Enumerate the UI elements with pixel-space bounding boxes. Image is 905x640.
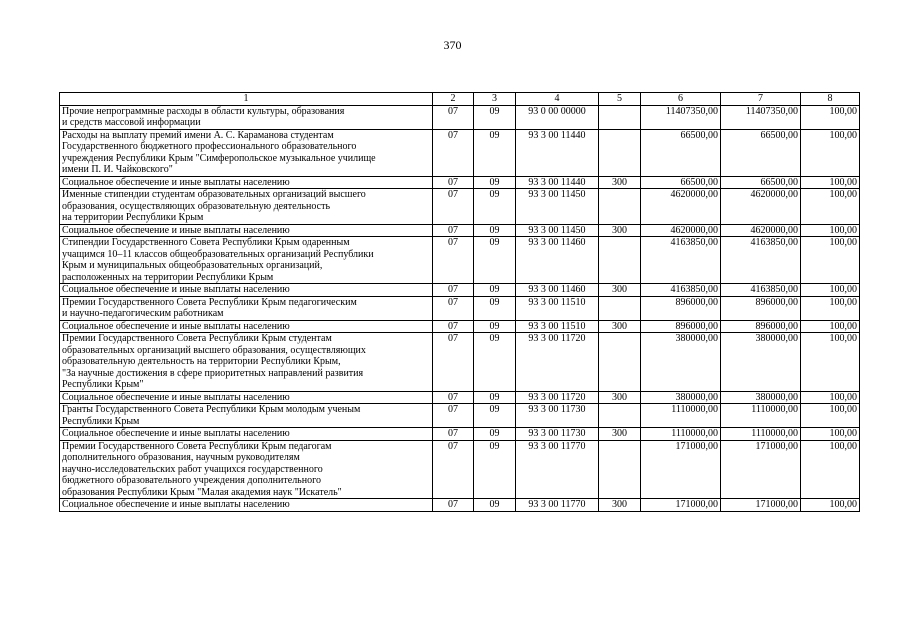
section-code-cell: 07 [433,129,474,176]
amount-cell: 896000,00 [641,320,721,333]
percent-cell: 100,00 [801,176,860,189]
subsection-code-cell: 09 [474,129,516,176]
expense-type-cell [599,237,641,284]
percent-cell: 100,00 [801,391,860,404]
section-code-cell: 07 [433,440,474,499]
expense-name-cell: Премии Государственного Совета Республики Крым студентам образовательных организаций высшего образования, осуществляющих образовательную деятельность на территории Республики Крым, "За научные достижения в сфере приоритетных направлений развития Республики Крым" [60,333,433,392]
executed-amount-cell: 171000,00 [721,499,801,512]
amount-cell: 4620000,00 [641,224,721,237]
subsection-code-cell: 09 [474,428,516,441]
section-code-cell: 07 [433,404,474,428]
target-article-cell: 93 3 00 11510 [516,296,599,320]
section-code-cell: 07 [433,189,474,225]
header-cell: 3 [474,93,516,106]
subsection-code-cell: 09 [474,176,516,189]
executed-amount-cell: 4163850,00 [721,284,801,297]
target-article-cell: 93 3 00 11440 [516,129,599,176]
subsection-code-cell: 09 [474,284,516,297]
executed-amount-cell: 4163850,00 [721,237,801,284]
percent-cell: 100,00 [801,224,860,237]
amount-cell: 66500,00 [641,129,721,176]
subsection-code-cell: 09 [474,296,516,320]
table-row [60,391,860,404]
expense-name-cell: Именные стипендии студентам образовательных организаций высшего образования, осуществляющих образовательную деятельность на территории Республики Крым [60,189,433,225]
target-article-cell: 93 3 00 11510 [516,320,599,333]
percent-cell: 100,00 [801,320,860,333]
executed-amount-cell: 4620000,00 [721,224,801,237]
section-code-cell: 07 [433,296,474,320]
executed-amount-cell: 380000,00 [721,391,801,404]
amount-cell: 4163850,00 [641,284,721,297]
header-cell: 5 [599,93,641,106]
executed-amount-cell: 171000,00 [721,440,801,499]
header-cell: 8 [801,93,860,106]
table-row [60,129,860,176]
target-article-cell: 93 3 00 11440 [516,176,599,189]
percent-cell: 100,00 [801,428,860,441]
target-article-cell: 93 3 00 11720 [516,391,599,404]
table-row [60,284,860,297]
expense-type-cell [599,440,641,499]
subsection-code-cell: 09 [474,224,516,237]
table-row [60,224,860,237]
expense-type-cell [599,404,641,428]
amount-cell: 171000,00 [641,440,721,499]
table-row [60,237,860,284]
expense-name-cell: Социальное обеспечение и иные выплаты населению [60,320,433,333]
expense-type-cell: 300 [599,428,641,441]
expense-name-cell: Социальное обеспечение и иные выплаты населению [60,499,433,512]
section-code-cell: 07 [433,333,474,392]
target-article-cell: 93 0 00 00000 [516,105,599,129]
section-code-cell: 07 [433,224,474,237]
table-row [60,499,860,512]
expense-name-cell: Прочие непрограммные расходы в области культуры, образования и средств массовой информации [60,105,433,129]
expense-name-cell: Премии Государственного Совета Республики Крым педагогическим и научно-педагогическим работникам [60,296,433,320]
percent-cell: 100,00 [801,237,860,284]
executed-amount-cell: 4620000,00 [721,189,801,225]
expense-name-cell: Стипендии Государственного Совета Республики Крым одаренным учащимся 10–11 классов общеобразовательных организаций Республики Крым и муниципальных общеобразовательных организаций, расположенных на территории Республики Крым [60,237,433,284]
expense-type-cell [599,333,641,392]
expense-type-cell: 300 [599,320,641,333]
target-article-cell: 93 3 00 11770 [516,440,599,499]
target-article-cell: 93 3 00 11730 [516,404,599,428]
executed-amount-cell: 1110000,00 [721,404,801,428]
header-cell: 1 [60,93,433,106]
section-code-cell: 07 [433,237,474,284]
table-row [60,176,860,189]
target-article-cell: 93 3 00 11460 [516,284,599,297]
expense-type-cell: 300 [599,499,641,512]
expense-name-cell: Социальное обеспечение и иные выплаты населению [60,224,433,237]
expense-name-cell: Расходы на выплату премий имени А. С. Караманова студентам Государственного бюджетного профессионального образовательного учреждения Республики Крым "Симферопольское музыкальное училище имени П. И. Чайковского" [60,129,433,176]
expense-type-cell: 300 [599,176,641,189]
percent-cell: 100,00 [801,440,860,499]
expense-type-cell [599,189,641,225]
target-article-cell: 93 3 00 11450 [516,189,599,225]
table-row [60,320,860,333]
amount-cell: 4620000,00 [641,189,721,225]
expense-name-cell: Социальное обеспечение и иные выплаты населению [60,391,433,404]
percent-cell: 100,00 [801,189,860,225]
section-code-cell: 07 [433,176,474,189]
expense-type-cell: 300 [599,391,641,404]
target-article-cell: 93 3 00 11450 [516,224,599,237]
subsection-code-cell: 09 [474,440,516,499]
percent-cell: 100,00 [801,284,860,297]
expense-type-cell [599,105,641,129]
executed-amount-cell: 896000,00 [721,320,801,333]
amount-cell: 1110000,00 [641,428,721,441]
executed-amount-cell: 896000,00 [721,296,801,320]
section-code-cell: 07 [433,105,474,129]
header-cell: 4 [516,93,599,106]
amount-cell: 171000,00 [641,499,721,512]
table-row [60,105,860,129]
expense-name-cell: Социальное обеспечение и иные выплаты населению [60,428,433,441]
header-cell: 2 [433,93,474,106]
executed-amount-cell: 66500,00 [721,129,801,176]
subsection-code-cell: 09 [474,391,516,404]
section-code-cell: 07 [433,320,474,333]
section-code-cell: 07 [433,284,474,297]
budget-table [59,92,860,512]
expense-name-cell: Социальное обеспечение и иные выплаты населению [60,284,433,297]
executed-amount-cell: 11407350,00 [721,105,801,129]
table-row [60,428,860,441]
table-row [60,440,860,499]
subsection-code-cell: 09 [474,320,516,333]
table-header-row [60,93,860,106]
target-article-cell: 93 3 00 11460 [516,237,599,284]
section-code-cell: 07 [433,428,474,441]
header-cell: 6 [641,93,721,106]
section-code-cell: 07 [433,499,474,512]
subsection-code-cell: 09 [474,237,516,284]
executed-amount-cell: 66500,00 [721,176,801,189]
expense-type-cell [599,296,641,320]
amount-cell: 11407350,00 [641,105,721,129]
amount-cell: 380000,00 [641,333,721,392]
subsection-code-cell: 09 [474,333,516,392]
percent-cell: 100,00 [801,499,860,512]
expense-type-cell: 300 [599,224,641,237]
target-article-cell: 93 3 00 11770 [516,499,599,512]
percent-cell: 100,00 [801,105,860,129]
amount-cell: 4163850,00 [641,237,721,284]
amount-cell: 66500,00 [641,176,721,189]
table-row [60,189,860,225]
subsection-code-cell: 09 [474,105,516,129]
subsection-code-cell: 09 [474,499,516,512]
subsection-code-cell: 09 [474,404,516,428]
amount-cell: 896000,00 [641,296,721,320]
percent-cell: 100,00 [801,404,860,428]
page-number: 370 [443,38,462,52]
header-cell: 7 [721,93,801,106]
table-row [60,404,860,428]
expense-name-cell: Социальное обеспечение и иные выплаты населению [60,176,433,189]
table-row [60,296,860,320]
section-code-cell: 07 [433,391,474,404]
percent-cell: 100,00 [801,333,860,392]
amount-cell: 1110000,00 [641,404,721,428]
percent-cell: 100,00 [801,129,860,176]
expense-name-cell: Гранты Государственного Совета Республики Крым молодым ученым Республики Крым [60,404,433,428]
executed-amount-cell: 1110000,00 [721,428,801,441]
executed-amount-cell: 380000,00 [721,333,801,392]
subsection-code-cell: 09 [474,189,516,225]
percent-cell: 100,00 [801,296,860,320]
expense-type-cell: 300 [599,284,641,297]
expense-name-cell: Премии Государственного Совета Республики Крым педагогам дополнительного образования, научным руководителям научно-исследовательских работ учащихся государственного бюджетного образовательного учреждения дополнительного образования Республики Крым "Малая академия наук "Искатель" [60,440,433,499]
target-article-cell: 93 3 00 11730 [516,428,599,441]
table-row [60,333,860,392]
amount-cell: 380000,00 [641,391,721,404]
target-article-cell: 93 3 00 11720 [516,333,599,392]
expense-type-cell [599,129,641,176]
